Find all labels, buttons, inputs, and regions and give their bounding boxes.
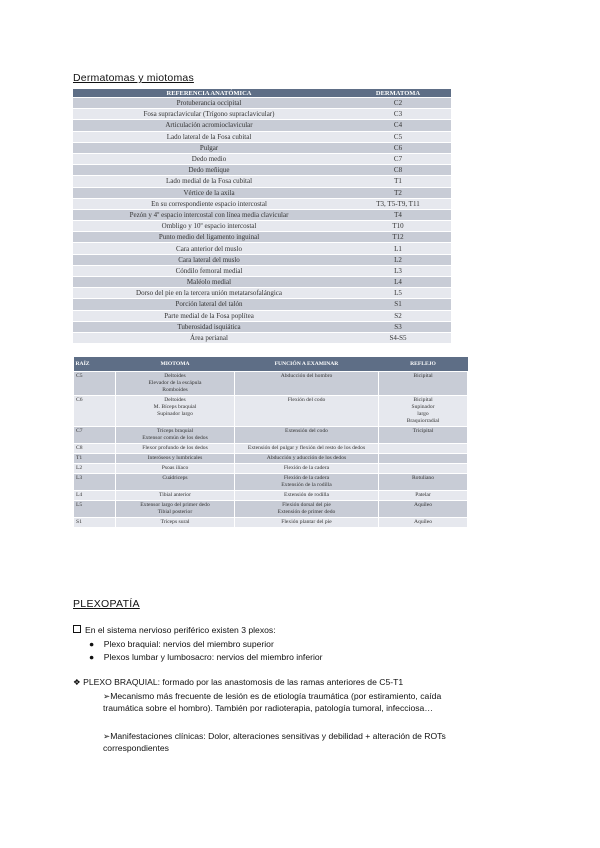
- anatomical-reference-cell: Pulgar: [73, 142, 345, 153]
- arrow-bullet-icon: ➢: [103, 731, 111, 741]
- anatomical-reference-cell: Maléolo medial: [73, 277, 345, 288]
- dermatome-cell: C4: [345, 120, 451, 131]
- reflex-cell: [379, 454, 468, 464]
- anatomical-reference-cell: Articulación acromioclavicular: [73, 120, 345, 131]
- table-row: [73, 299, 451, 310]
- point-text: Mecanismo más frecuente de lesión es de etiología traumática (por estiramiento, caída traumática sobre el hombro). También por radioterapia, patología tumoral, infecciosa…: [103, 691, 442, 713]
- dermatome-cell: S4-S5: [345, 332, 451, 343]
- table-row: [73, 131, 451, 142]
- dermatome-cell: C5: [345, 131, 451, 142]
- anatomical-reference-cell: Pezón y 4º espacio intercostal con línea media clavicular: [73, 209, 345, 220]
- table-row: [73, 243, 451, 254]
- reflex-cell: Aquíleo: [379, 518, 468, 528]
- anatomical-reference-cell: Punto medio del ligamento inguinal: [73, 232, 345, 243]
- table-row: [74, 491, 468, 501]
- bullet-text: Plexo braquial: nervios del miembro superior: [103, 639, 274, 649]
- checkbox-bullet-icon: [73, 625, 81, 633]
- table-row: [74, 518, 468, 528]
- myotome-cell: Deltoides Elevador de la escápula Romboides: [116, 372, 235, 396]
- dermatome-cell: L2: [345, 254, 451, 265]
- reflex-cell: [379, 444, 468, 454]
- anatomical-reference-cell: Dedo medio: [73, 153, 345, 164]
- table-row: [73, 153, 451, 164]
- anatomical-reference-cell: Cara lateral del muslo: [73, 254, 345, 265]
- reflex-cell: Patelar: [379, 491, 468, 501]
- root-cell: C6: [74, 396, 116, 427]
- table-row: [73, 332, 451, 343]
- anatomical-reference-cell: Ombligo y 10º espacio intercostal: [73, 221, 345, 232]
- dermatome-cell: T2: [345, 187, 451, 198]
- table-row: [73, 176, 451, 187]
- anatomical-reference-cell: Lado medial de la Fosa cubital: [73, 176, 345, 187]
- reflex-cell: Aquíleo: [379, 501, 468, 518]
- anatomical-reference-cell: Área perianal: [73, 332, 345, 343]
- dermatome-cell: T1: [345, 176, 451, 187]
- table-row: [74, 396, 468, 427]
- anatomical-reference-cell: Dedo meñique: [73, 165, 345, 176]
- diamond-bullet-icon: ❖: [73, 677, 81, 687]
- table-row: [74, 427, 468, 444]
- myotome-cell: Flexor profundo de los dedos: [116, 444, 235, 454]
- table-row: [73, 142, 451, 153]
- anatomical-reference-cell: Parte medial de la Fosa poplítea: [73, 310, 345, 321]
- dermatome-cell: C2: [345, 98, 451, 109]
- table-row: [73, 221, 451, 232]
- dermatome-cell: T4: [345, 209, 451, 220]
- table-row: [73, 254, 451, 265]
- anatomical-reference-cell: Fosa supraclavicular (Trígono supraclavicular): [73, 109, 345, 120]
- dot-bullet-icon: ●: [89, 652, 95, 662]
- function-cell: Flexión de la cadera Extensión de la rodilla: [235, 474, 379, 491]
- dermatome-cell: C7: [345, 153, 451, 164]
- table-row: [73, 165, 451, 176]
- braquial-text: PLEXO BRAQUIAL: formado por las anastomosis de las ramas anteriores de C5-T1: [83, 677, 404, 687]
- reflex-cell: [379, 464, 468, 474]
- table-row: [73, 109, 451, 120]
- header-reflex: REFLEJO: [379, 357, 468, 372]
- point-item: [103, 730, 473, 754]
- root-cell: L3: [74, 474, 116, 491]
- reflex-cell: Rotuliano: [379, 474, 468, 491]
- header-function: FUNCIÓN A EXAMINAR: [235, 357, 379, 372]
- table-row: [73, 209, 451, 220]
- point-item: [103, 690, 473, 714]
- reflex-cell: Bicipital Supinador largo Braquiorradial: [379, 396, 468, 427]
- table-row: [73, 98, 451, 109]
- dermatome-cell: L4: [345, 277, 451, 288]
- anatomical-reference-cell: Dorso del pie en la tercera unión metatarsofalángica: [73, 288, 345, 299]
- header-anatomical-reference: REFERENCIA ANATÓMICA: [73, 89, 345, 98]
- root-cell: L4: [74, 491, 116, 501]
- braquial-line: [73, 676, 403, 688]
- root-cell: C8: [74, 444, 116, 454]
- table-row: [73, 187, 451, 198]
- table-row: [73, 288, 451, 299]
- dermatome-cell: C3: [345, 109, 451, 120]
- myotome-cell: Tibial anterior: [116, 491, 235, 501]
- root-cell: C5: [74, 372, 116, 396]
- myotome-cell: Psoas ilíaco: [116, 464, 235, 474]
- function-cell: Abducción del hombro: [235, 372, 379, 396]
- dermatome-cell: S2: [345, 310, 451, 321]
- table-row: [73, 120, 451, 131]
- reflex-cell: Tricipital: [379, 427, 468, 444]
- root-cell: S1: [74, 518, 116, 528]
- dermatome-cell: T12: [345, 232, 451, 243]
- dermatome-cell: L1: [345, 243, 451, 254]
- myotome-cell: Extensor largo del primer dedo Tibial posterior: [116, 501, 235, 518]
- table-row: [73, 277, 451, 288]
- header-myotome: MIOTOMA: [116, 357, 235, 372]
- bullet-item: [89, 651, 323, 663]
- function-cell: Flexión dorsal del pie Extensión de primer dedo: [235, 501, 379, 518]
- table-row: [74, 454, 468, 464]
- point-text: Manifestaciones clínicas: Dolor, alteraciones sensitivas y debilidad + alteración de ROTs correspondientes: [103, 731, 446, 753]
- intro-line: [73, 624, 276, 636]
- function-cell: Extensión de rodilla: [235, 491, 379, 501]
- root-cell: T1: [74, 454, 116, 464]
- dermatome-cell: S1: [345, 299, 451, 310]
- table-row: [74, 444, 468, 454]
- dermatome-cell: C6: [345, 142, 451, 153]
- bullet-text: Plexos lumbar y lumbosacro: nervios del miembro inferior: [103, 652, 323, 662]
- root-cell: C7: [74, 427, 116, 444]
- anatomical-reference-cell: Porción lateral del talón: [73, 299, 345, 310]
- bullet-item: [89, 638, 274, 650]
- myotome-table: [73, 357, 468, 528]
- anatomical-reference-cell: Cóndilo femoral medial: [73, 265, 345, 276]
- dermatome-cell: C8: [345, 165, 451, 176]
- function-cell: Abducción y aducción de los dedos: [235, 454, 379, 464]
- intro-text: En el sistema nervioso periférico existen 3 plexos:: [85, 625, 276, 635]
- myotome-cell: Tríceps braquial Extensor común de los dedos: [116, 427, 235, 444]
- myotome-cell: Deltoides M. Bíceps braquial Supinador largo: [116, 396, 235, 427]
- function-cell: Flexión de la cadera: [235, 464, 379, 474]
- table-row: [73, 198, 451, 209]
- plexopatia-title: PLEXOPATÍA: [73, 598, 140, 610]
- page-heading: Dermatomas y miotomas: [73, 72, 194, 84]
- dermatome-cell: L3: [345, 265, 451, 276]
- header-dermatome: DERMATOMA: [345, 89, 451, 98]
- table-row: [73, 232, 451, 243]
- function-cell: Extensión del pulgar y flexión del resto de los dedos: [235, 444, 379, 454]
- function-cell: Extensión del codo: [235, 427, 379, 444]
- anatomical-reference-cell: Tuberosidad isquiática: [73, 321, 345, 332]
- reflex-cell: Bicipital: [379, 372, 468, 396]
- myotome-cell: Cuádriceps: [116, 474, 235, 491]
- anatomical-reference-cell: Vértice de la axila: [73, 187, 345, 198]
- table-row: [73, 321, 451, 332]
- anatomical-reference-cell: Cara anterior del muslo: [73, 243, 345, 254]
- function-cell: Flexión del codo: [235, 396, 379, 427]
- dot-bullet-icon: ●: [89, 639, 95, 649]
- dermatome-cell: L5: [345, 288, 451, 299]
- header-root: RAÍZ: [74, 357, 116, 372]
- table-row: [74, 464, 468, 474]
- table-row: [74, 372, 468, 396]
- anatomical-reference-cell: Protuberancia occipital: [73, 98, 345, 109]
- root-cell: L2: [74, 464, 116, 474]
- arrow-bullet-icon: ➢: [103, 691, 111, 701]
- table-row: [74, 501, 468, 518]
- table-row: [73, 310, 451, 321]
- table-row: [73, 265, 451, 276]
- dermatome-cell: T3, T5-T9, T11: [345, 198, 451, 209]
- dermatome-cell: T10: [345, 221, 451, 232]
- dermatome-table: [73, 89, 451, 343]
- table-row: [74, 474, 468, 491]
- anatomical-reference-cell: En su correspondiente espacio intercostal: [73, 198, 345, 209]
- myotome-cell: Tríceps sural: [116, 518, 235, 528]
- dermatome-cell: S3: [345, 321, 451, 332]
- root-cell: L5: [74, 501, 116, 518]
- anatomical-reference-cell: Lado lateral de la Fosa cubital: [73, 131, 345, 142]
- function-cell: Flexión plantar del pie: [235, 518, 379, 528]
- myotome-cell: Interóseos y lumbricales: [116, 454, 235, 464]
